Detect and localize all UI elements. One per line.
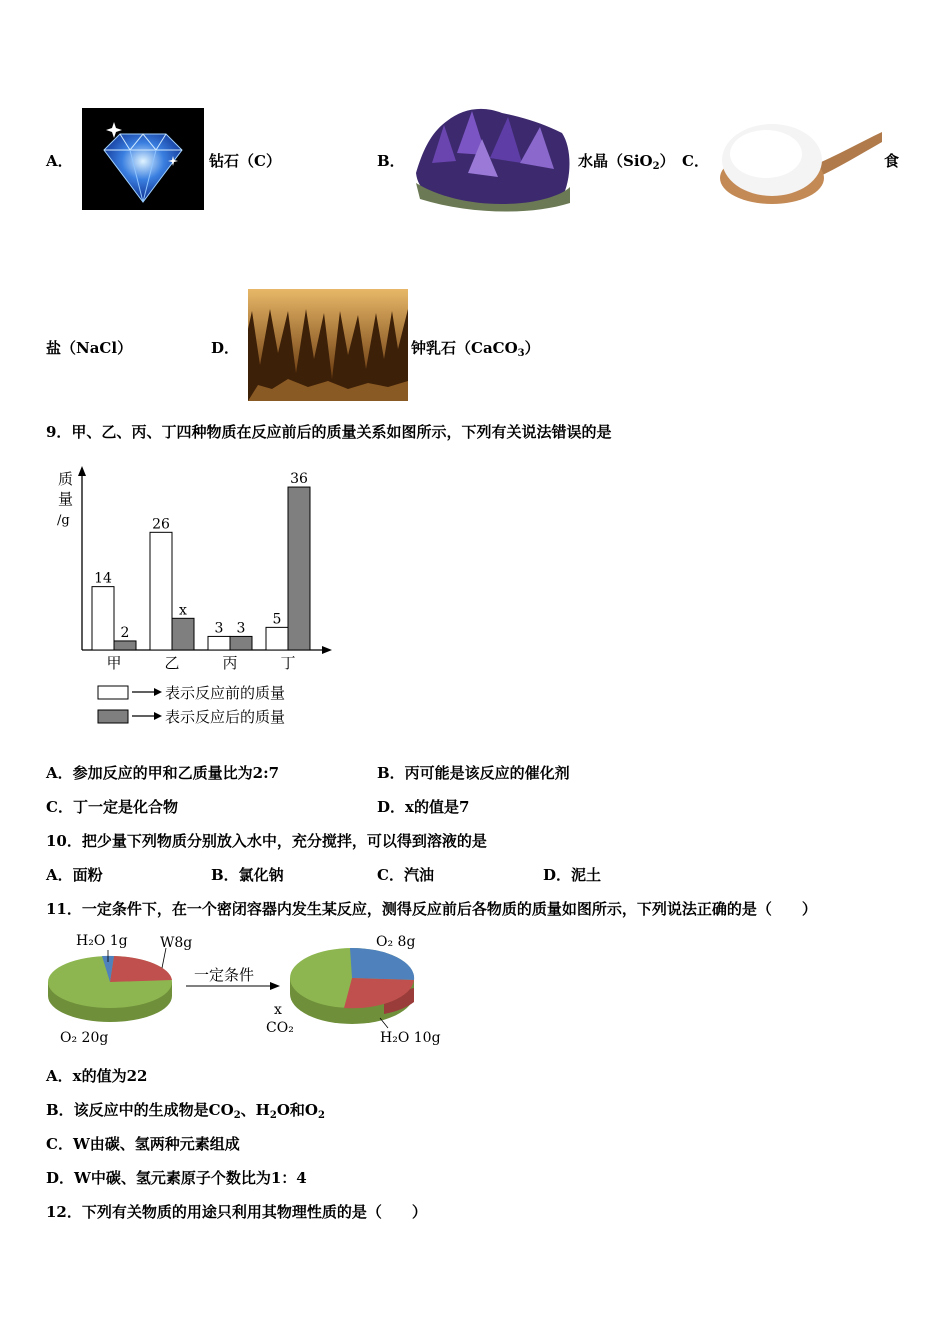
legend-after-arrowhead <box>154 712 162 720</box>
pie-after-co2-label: CO₂ <box>266 1020 294 1036</box>
y-label-3: /g <box>57 513 70 528</box>
stalactite-cave-image <box>248 289 408 401</box>
pie-before-o2-label: O₂ 20g <box>60 1030 109 1046</box>
category-label-1: 乙 <box>164 654 180 672</box>
bar-label-after-3: 36 <box>290 471 308 488</box>
pie-after-x-label: x <box>274 1002 282 1018</box>
legend-after-label: 表示反应后的质量 <box>165 708 286 726</box>
question-9-stem: 9．甲、乙、丙、丁四种物质在反应前后的质量关系如图所示，下列有关说法错误的是 <box>46 423 612 441</box>
option-c-name-part1: 食 <box>884 152 900 170</box>
option-c-name-part2: 盐（NaCl） <box>46 339 133 357</box>
option-b-letter: B． <box>377 152 405 170</box>
pie-after-o2-label: O₂ 8g <box>376 934 416 950</box>
pie-after <box>290 948 414 1028</box>
question-11-stem: 11．一定条件下，在一个密闭容器内发生某反应，测得反应前后各物质的质量如图所示，下列说法正确的是（ ） <box>46 900 817 918</box>
bar-after-3 <box>288 487 310 650</box>
legend-before-label: 表示反应前的质量 <box>165 684 286 702</box>
bar-after-2 <box>230 636 252 650</box>
q10-option-b[interactable]: B．氯化钠 <box>211 866 284 884</box>
q10-option-c[interactable]: C．汽油 <box>377 866 434 884</box>
bar-before-3 <box>266 627 288 650</box>
y-label-1: 质 <box>58 470 74 488</box>
mass-bar-chart <box>48 458 348 738</box>
bar-label-after-2: 3 <box>236 620 246 637</box>
q10-option-a[interactable]: A．面粉 <box>46 866 103 884</box>
q9-option-d[interactable]: D．x的值是7 <box>377 798 470 816</box>
option-d-letter: D． <box>211 339 240 357</box>
bar-after-1 <box>172 618 194 650</box>
pie-charts-figure <box>44 928 444 1050</box>
reaction-arrowhead <box>270 982 280 990</box>
q11-option-d[interactable]: D．W中碳、氢元素原子个数比为1：4 <box>46 1169 307 1187</box>
q9-option-c[interactable]: C．丁一定是化合物 <box>46 798 178 816</box>
x-axis-arrow <box>322 646 332 654</box>
option-d-name: 钟乳石（CaCO$_3$） <box>411 339 540 359</box>
bar-label-before-3: 5 <box>272 611 282 628</box>
bar-before-1 <box>150 532 172 650</box>
pie-before-h2o-label: H₂O 1g <box>76 933 128 949</box>
legend-before-swatch <box>98 686 128 699</box>
category-label-0: 甲 <box>106 654 122 672</box>
bar-after-0 <box>114 641 136 650</box>
q10-option-d[interactable]: D．泥土 <box>543 866 602 884</box>
category-label-2: 丙 <box>222 654 238 672</box>
amethyst-image <box>412 103 574 215</box>
bar-label-after-0: 2 <box>120 624 130 641</box>
question-12-stem: 12．下列有关物质的用途只利用其物理性质的是（ ） <box>46 1203 427 1221</box>
option-c-letter: C． <box>682 152 709 170</box>
legend-before-arrowhead <box>154 688 162 696</box>
bar-label-before-0: 14 <box>94 570 112 587</box>
bar-before-0 <box>92 587 114 650</box>
pie-before <box>48 948 172 1022</box>
legend-after-swatch <box>98 710 128 723</box>
q11-option-c[interactable]: C．W由碳、氢两种元素组成 <box>46 1135 240 1153</box>
bar-before-2 <box>208 636 230 650</box>
diamond-image <box>82 108 204 210</box>
q9-option-b[interactable]: B．丙可能是该反应的催化剂 <box>377 764 570 782</box>
pie-after-h2o-label: H₂O 10g <box>380 1030 441 1046</box>
pie-after-o2-slice <box>350 948 414 980</box>
q11-option-b[interactable]: B．该反应中的生成物是$CO_2$、$H_2O$和$O_2$ <box>46 1101 325 1121</box>
option-a-letter: A． <box>46 152 73 170</box>
y-axis-arrow <box>78 466 86 476</box>
bar-label-before-1: 26 <box>152 516 170 533</box>
pie-before-w-leader <box>162 948 166 968</box>
option-a-name: 钻石（C） <box>209 152 281 170</box>
pie-before-w-slice <box>110 956 172 982</box>
reaction-condition: 一定条件 <box>194 966 255 984</box>
option-b-name: 水晶（SiO$_2$） <box>578 152 675 172</box>
pie-before-w-label: W8g <box>160 935 193 951</box>
bar-label-after-1: x <box>179 602 187 619</box>
category-label-3: 丁 <box>280 654 296 672</box>
y-label-2: 量 <box>58 490 74 508</box>
bar-label-before-2: 3 <box>214 620 224 637</box>
question-10-stem: 10．把少量下列物质分别放入水中，充分搅拌，可以得到溶液的是 <box>46 832 487 850</box>
q11-option-a[interactable]: A．x的值为22 <box>46 1067 148 1085</box>
q9-option-a[interactable]: A．参加反应的甲和乙质量比为2:7 <box>46 764 280 782</box>
salt-spoon-image <box>716 120 882 208</box>
